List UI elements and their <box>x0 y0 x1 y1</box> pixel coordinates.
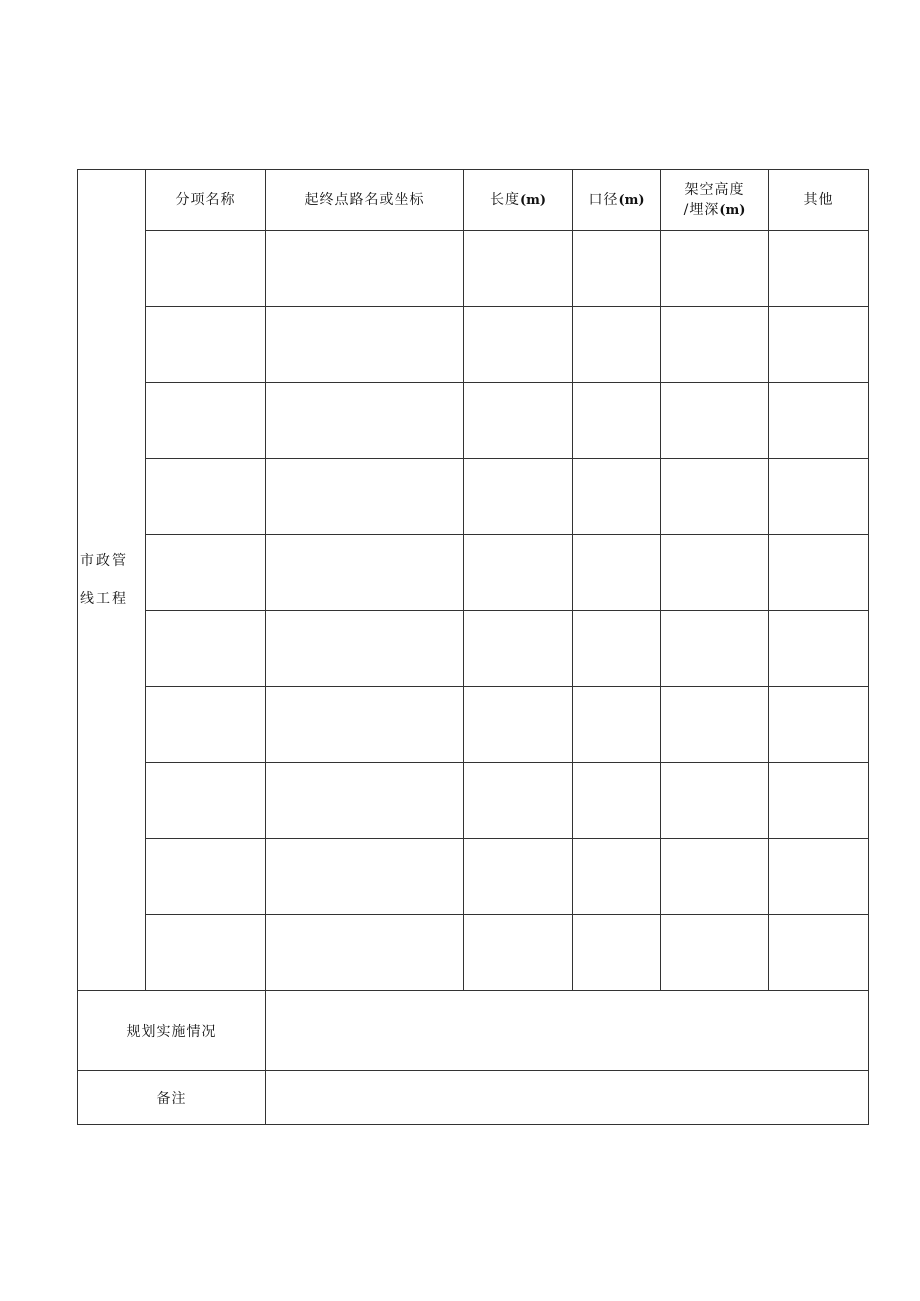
item-name-cell[interactable] <box>146 459 266 535</box>
remarks-row <box>78 1071 869 1125</box>
height-depth-cell[interactable] <box>661 687 769 763</box>
item-name-cell[interactable] <box>146 383 266 459</box>
height-depth-cell[interactable] <box>661 839 769 915</box>
height-depth-cell[interactable] <box>661 763 769 839</box>
item-name-cell[interactable] <box>146 307 266 383</box>
header-item-name-text: 分项名称 <box>175 192 236 208</box>
header-diameter-text: 口径 <box>588 191 619 208</box>
header-endpoints-text: 起终点路名或坐标 <box>304 192 425 208</box>
item-name-cell[interactable] <box>146 839 266 915</box>
pipeline-form-table <box>77 169 869 1125</box>
length-cell[interactable] <box>464 763 573 839</box>
endpoints-cell[interactable] <box>266 231 464 307</box>
diameter-cell[interactable] <box>573 687 661 763</box>
other-cell[interactable] <box>769 687 869 763</box>
table-row <box>78 915 869 991</box>
other-cell[interactable] <box>769 231 869 307</box>
header-length <box>464 170 573 231</box>
other-cell[interactable] <box>769 383 869 459</box>
remarks-value-cell[interactable] <box>266 1071 869 1125</box>
length-cell[interactable] <box>464 611 573 687</box>
table-row <box>78 307 869 383</box>
length-cell[interactable] <box>464 687 573 763</box>
other-cell[interactable] <box>769 535 869 611</box>
table-row <box>78 839 869 915</box>
header-diameter-unit: (m) <box>618 192 645 208</box>
diameter-cell[interactable] <box>573 307 661 383</box>
height-depth-cell[interactable] <box>661 459 769 535</box>
item-name-cell[interactable] <box>146 611 266 687</box>
diameter-cell[interactable] <box>573 839 661 915</box>
length-cell[interactable] <box>464 231 573 307</box>
length-cell[interactable] <box>464 535 573 611</box>
header-endpoints <box>266 170 464 231</box>
header-height-line1: 架空高度 <box>684 181 745 198</box>
diameter-cell[interactable] <box>573 383 661 459</box>
header-diameter <box>573 170 661 231</box>
endpoints-cell[interactable] <box>266 763 464 839</box>
diameter-cell[interactable] <box>573 459 661 535</box>
height-depth-cell[interactable] <box>661 611 769 687</box>
height-depth-cell[interactable] <box>661 915 769 991</box>
height-depth-cell[interactable] <box>661 535 769 611</box>
endpoints-cell[interactable] <box>266 535 464 611</box>
header-depth-text: /埋深 <box>683 201 720 218</box>
endpoints-cell[interactable] <box>266 687 464 763</box>
header-row <box>78 170 869 231</box>
header-length-text: 长度 <box>489 191 520 208</box>
other-cell[interactable] <box>769 915 869 991</box>
item-name-cell[interactable] <box>146 763 266 839</box>
table-row <box>78 535 869 611</box>
endpoints-cell[interactable] <box>266 839 464 915</box>
endpoints-cell[interactable] <box>266 383 464 459</box>
implementation-row <box>78 991 869 1071</box>
remarks-label: 备注 <box>78 1071 266 1125</box>
table-row <box>78 611 869 687</box>
implementation-label: 规划实施情况 <box>78 991 266 1071</box>
height-depth-cell[interactable] <box>661 307 769 383</box>
diameter-cell[interactable] <box>573 611 661 687</box>
header-height-depth <box>661 170 769 231</box>
endpoints-cell[interactable] <box>266 459 464 535</box>
height-depth-cell[interactable] <box>661 231 769 307</box>
diameter-cell[interactable] <box>573 231 661 307</box>
length-cell[interactable] <box>464 839 573 915</box>
table-row <box>78 763 869 839</box>
length-cell[interactable] <box>464 915 573 991</box>
header-other <box>769 170 869 231</box>
header-depth-unit: (m) <box>719 202 746 218</box>
length-cell[interactable] <box>464 383 573 459</box>
other-cell[interactable] <box>769 839 869 915</box>
table-row <box>78 383 869 459</box>
item-name-cell[interactable] <box>146 915 266 991</box>
table-row <box>78 687 869 763</box>
category-cell <box>78 170 146 991</box>
category-label-line1: 市政管 <box>80 553 128 569</box>
header-other-text: 其他 <box>803 192 834 208</box>
item-name-cell[interactable] <box>146 231 266 307</box>
height-depth-cell[interactable] <box>661 383 769 459</box>
item-name-cell[interactable] <box>146 535 266 611</box>
header-item-name <box>146 170 266 231</box>
other-cell[interactable] <box>769 763 869 839</box>
item-name-cell[interactable] <box>146 687 266 763</box>
category-label-line2: 线工程 <box>80 591 128 607</box>
header-length-unit: (m) <box>519 192 547 208</box>
endpoints-cell[interactable] <box>266 915 464 991</box>
length-cell[interactable] <box>464 459 573 535</box>
diameter-cell[interactable] <box>573 763 661 839</box>
endpoints-cell[interactable] <box>266 611 464 687</box>
other-cell[interactable] <box>769 459 869 535</box>
length-cell[interactable] <box>464 307 573 383</box>
endpoints-cell[interactable] <box>266 307 464 383</box>
table-row <box>78 231 869 307</box>
other-cell[interactable] <box>769 611 869 687</box>
diameter-cell[interactable] <box>573 535 661 611</box>
table-row <box>78 459 869 535</box>
diameter-cell[interactable] <box>573 915 661 991</box>
other-cell[interactable] <box>769 307 869 383</box>
implementation-value-cell[interactable] <box>266 991 869 1071</box>
